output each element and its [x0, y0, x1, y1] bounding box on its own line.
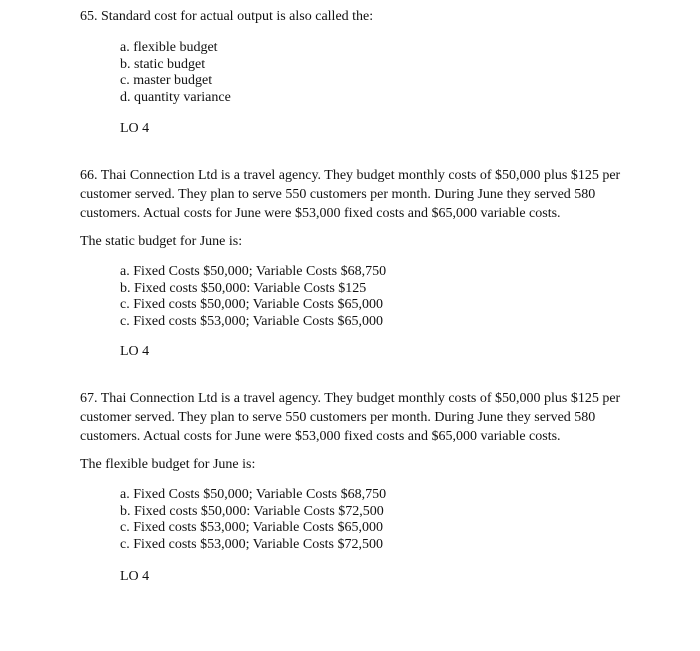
option-a: a. flexible budget — [120, 40, 218, 55]
question-65 — [80, 7, 640, 136]
question-67 — [80, 389, 640, 584]
option-a: a. Fixed Costs $50,000; Variable Costs $68,750 — [120, 264, 387, 279]
answer-options — [120, 264, 386, 330]
learning-objective: LO 4 — [120, 569, 150, 584]
option-c-second: c. Fixed costs $53,000; Variable Costs $72,500 — [120, 536, 384, 552]
learning-objective: LO 4 — [120, 344, 150, 359]
question-stem: 67. Thai Connection Ltd is a travel agency. They budget monthly costs of $50,000 plus $125 per customer served. They plan to serve 550 customers per month. During June they served 580 customers. Actual costs for June were $53,000 fixed costs and $65,000 variable costs. — [80, 391, 621, 444]
question-prompt: The flexible budget for June is: — [80, 457, 256, 472]
option-b: b. Fixed costs $50,000: Variable Costs $72,500 — [120, 503, 384, 519]
question-prompt: The static budget for June is: — [80, 234, 243, 249]
option-c-second: c. Fixed costs $53,000; Variable Costs $65,000 — [120, 313, 384, 329]
option-a: a. Fixed Costs $50,000; Variable Costs $68,750 — [120, 487, 387, 502]
option-c: c. master budget — [120, 73, 213, 88]
option-b: b. Fixed costs $50,000: Variable Costs $125 — [120, 280, 367, 296]
answer-options — [120, 487, 386, 553]
option-d: d. quantity variance — [120, 89, 231, 105]
question-stem: 66. Thai Connection Ltd is a travel agency. They budget monthly costs of $50,000 plus $125 per customer served. They plan to serve 550 customers per month. During June they served 580 customers. Actual costs for June were $53,000 fixed costs and $65,000 variable costs. — [80, 168, 621, 221]
option-c: c. Fixed costs $50,000; Variable Costs $65,000 — [120, 297, 384, 312]
answer-options — [120, 40, 231, 106]
option-c: c. Fixed costs $53,000; Variable Costs $65,000 — [120, 520, 384, 535]
question-66 — [80, 166, 640, 359]
learning-objective: LO 4 — [120, 121, 150, 136]
question-stem: 65. Standard cost for actual output is also called the: — [80, 9, 374, 24]
option-b: b. static budget — [120, 56, 206, 72]
